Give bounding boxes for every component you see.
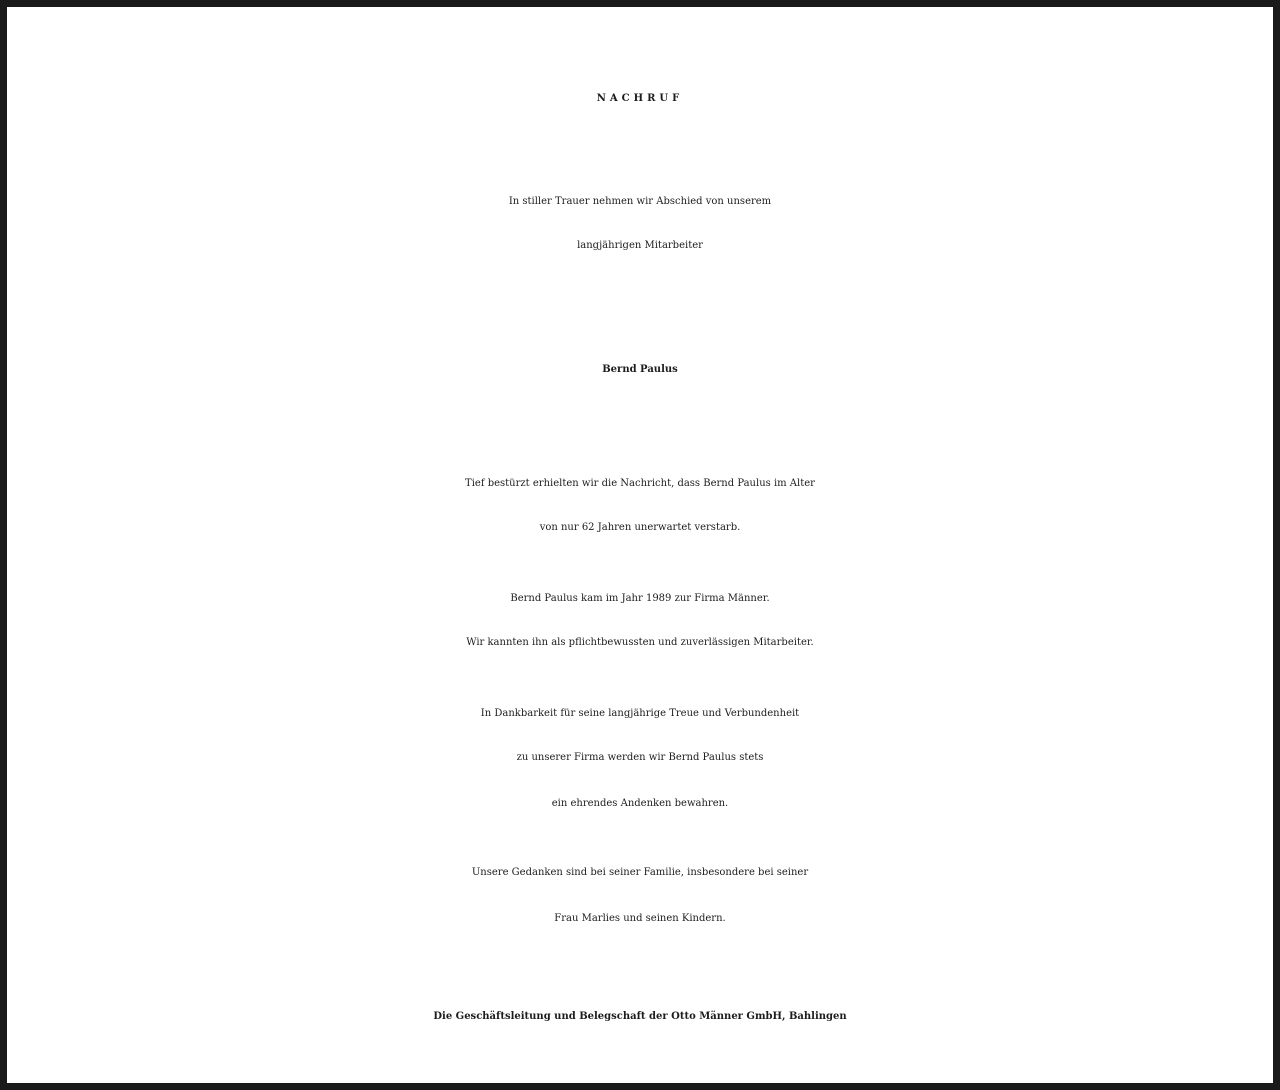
paragraph-4-line-2: Frau Marlies und seinen Kindern. bbox=[554, 913, 726, 924]
paragraph-4-line-1: Unsere Gedanken sind bei seiner Familie, insbesondere bei seiner bbox=[471, 867, 809, 878]
paragraph-2-line-1: Bernd Paulus kam im Jahr 1989 zur Firma Männer. bbox=[510, 593, 770, 604]
intro-line-1: In stiller Trauer nehmen wir Abschied von unserem bbox=[508, 196, 772, 207]
paragraph-3-line-3: ein ehrendes Andenken bewahren. bbox=[551, 798, 729, 809]
notice-heading: NACHRUF bbox=[596, 93, 684, 104]
paragraph-3-line-2: zu unserer Firma werden wir Bernd Paulus stets bbox=[516, 752, 764, 763]
paragraph-1-line-1: Tief bestürzt erhielten wir die Nachricht, dass Bernd Paulus im Alter bbox=[465, 478, 815, 489]
paragraph-1-line-2: von nur 62 Jahren unerwartet verstarb. bbox=[539, 522, 741, 533]
intro-line-2: langjährigen Mitarbeiter bbox=[577, 240, 703, 251]
paragraph-2-line-2: Wir kannten ihn als pflichtbewussten und zuverlässigen Mitarbeiter. bbox=[466, 637, 814, 648]
deceased-name: Bernd Paulus bbox=[602, 364, 678, 375]
signature-line: Die Geschäftsleitung und Belegschaft der Otto Männer GmbH, Bahlingen bbox=[433, 1011, 847, 1022]
paragraph-3-line-1: In Dankbarkeit für seine langjährige Treue und Verbundenheit bbox=[480, 708, 800, 719]
